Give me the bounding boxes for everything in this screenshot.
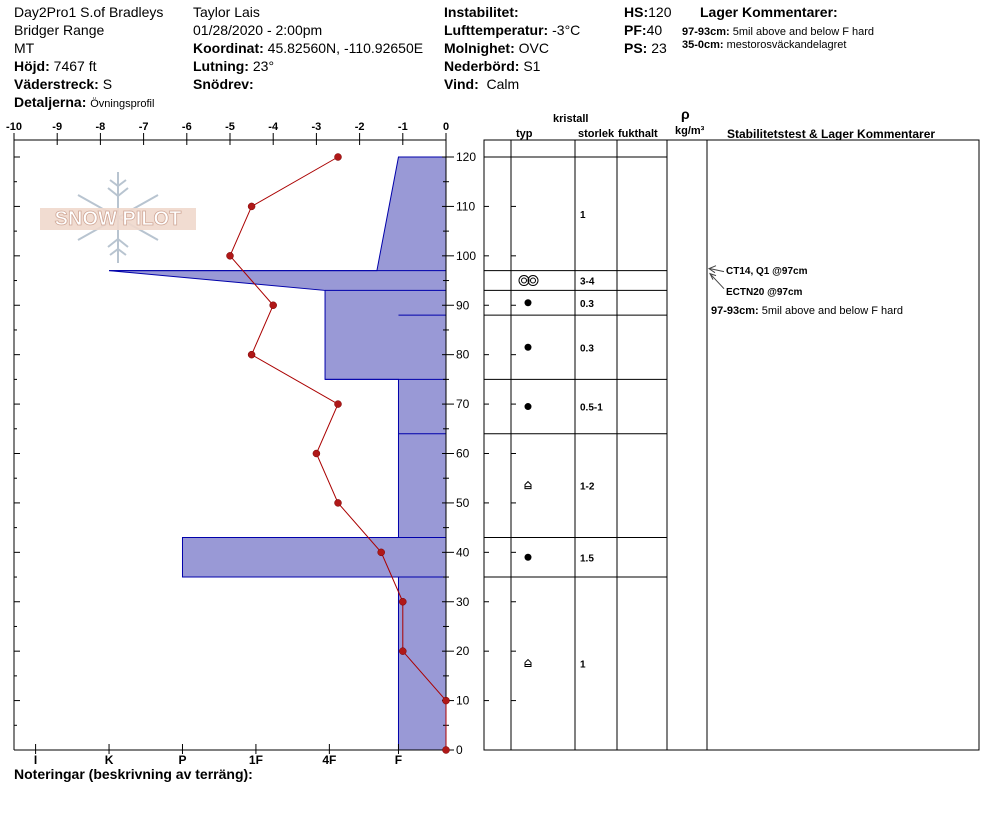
temperature-point: [335, 154, 342, 161]
hardness-tick-label: 4F: [322, 753, 337, 767]
layer-comment-1-range: 97-93cm:: [682, 26, 730, 38]
layer-size-label: 1: [580, 209, 586, 221]
temperature-point: [335, 401, 342, 408]
hardness-tick-label: P: [178, 753, 187, 767]
rounded-icon: [525, 403, 532, 410]
temperature-point: [399, 648, 406, 655]
layer-size-label: 0.5-1: [580, 402, 603, 414]
temperature-point: [270, 302, 277, 309]
ps-value: 23: [651, 40, 667, 56]
rounded-icon: [525, 554, 532, 561]
logo-text: SNOW PILOT: [54, 208, 182, 230]
layer-table: [484, 140, 979, 750]
notes-label: Noteringar (beskrivning av terräng):: [14, 766, 253, 782]
surface-hoar-icon: [522, 278, 527, 283]
layer-comment-2-range: 35-0cm:: [682, 39, 724, 51]
details-label: Detaljerna:: [14, 94, 87, 110]
elevation-label: Höjd:: [14, 58, 50, 74]
header-size: storlek: [578, 128, 615, 140]
aspect-label: Väderstreck:: [14, 76, 99, 92]
temp-tick-label: -5: [225, 121, 235, 133]
details-value: Övningsprofil: [90, 98, 155, 110]
temp-tick-label: -1: [397, 121, 408, 133]
temperature-point: [313, 450, 320, 457]
depth-tick-label: 30: [456, 594, 470, 609]
depth-tick-label: 100: [456, 248, 477, 263]
stability-comment: [711, 303, 903, 319]
depth-tick-label: 0: [456, 743, 463, 757]
aspect-value: S: [102, 76, 113, 92]
temperature-point: [248, 203, 255, 210]
wind-value: Calm: [486, 76, 520, 92]
layer-size-label: 1: [580, 659, 586, 671]
drift-label: Snödrev:: [193, 76, 254, 92]
hs-label: HS:: [624, 4, 649, 20]
header-density-unit: kg/m³: [675, 125, 705, 137]
sky-label: Molnighet:: [444, 40, 515, 56]
depth-tick-label: 10: [456, 693, 470, 708]
temp-tick-label: 0: [442, 121, 450, 133]
depth-tick-label: 70: [456, 397, 470, 412]
table-frame: [484, 140, 979, 750]
depth-hoar-icon: [525, 482, 531, 489]
instability-label: Instabilitet:: [444, 4, 519, 20]
airtemp-value: -3°C: [552, 22, 581, 38]
depth-tick-label: 20: [456, 644, 470, 659]
datetime: 01/28/2020 - 2:00pm: [193, 22, 323, 38]
layer-comment-2-text: mestorosväckandelagret: [726, 39, 847, 51]
layer-comment-1-text: 5mil above and below F hard: [732, 26, 875, 38]
temperature-point: [443, 747, 450, 754]
temp-tick-label: -2: [354, 121, 365, 133]
state-name: MT: [14, 40, 35, 56]
header-crystal: kristall: [553, 113, 589, 125]
depth-hoar-icon: [525, 660, 531, 667]
site-name: Day2Pro1 S.of Bradleys: [14, 4, 164, 20]
depth-tick-label: 40: [456, 545, 470, 560]
header-type: typ: [516, 128, 533, 140]
depth-tick-label: 120: [456, 150, 477, 164]
header-stability: Stabilitetstest & Lager Kommentarer: [727, 127, 936, 141]
layer-size-label: 0.3: [580, 343, 594, 355]
elevation-value: 7467 ft: [53, 58, 97, 74]
depth-tick-label: 110: [456, 199, 476, 214]
hardness-tick-label: 1F: [248, 753, 263, 767]
layer-size-label: 3-4: [580, 276, 595, 288]
depth-tick-label: 50: [456, 495, 470, 510]
wind-label: Vind:: [444, 76, 479, 92]
surface-hoar-icon: [531, 278, 536, 283]
temperature-point: [335, 499, 342, 506]
temp-tick-label: -7: [138, 121, 149, 133]
sky-value: OVC: [518, 40, 549, 56]
hardness-profile: [109, 157, 446, 750]
slope-label: Lutning:: [193, 58, 249, 74]
coord-label: Koordinat:: [193, 40, 264, 56]
precip-label: Nederbörd:: [444, 58, 520, 74]
temp-tick-label: -4: [268, 121, 279, 133]
layer-size-label: 1.5: [580, 553, 594, 565]
stability-test-2: ECTN20 @97cm: [726, 287, 803, 298]
temperature-point: [248, 351, 255, 358]
temp-tick-label: -9: [52, 121, 63, 133]
stability-arrow-2: [710, 274, 724, 289]
ps-label: PS:: [624, 40, 648, 56]
slope-value: 23°: [252, 58, 275, 74]
observer: Taylor Lais: [193, 4, 260, 20]
hardness-tick-label: F: [394, 753, 403, 767]
rounded-icon: [525, 344, 532, 351]
precip-value: S1: [523, 58, 541, 74]
depth-tick-label: 80: [456, 347, 470, 362]
hardness-area: [109, 157, 446, 750]
stability-test-1: CT14, Q1 @97cm: [726, 266, 808, 277]
temperature-point: [227, 252, 234, 259]
rounded-icon: [525, 299, 532, 306]
temperature-point: [443, 697, 450, 704]
stability-comment-range: 97-93cm:: [711, 305, 759, 317]
depth-tick-label: 60: [456, 446, 470, 461]
temp-tick-label: -8: [95, 121, 106, 133]
temp-tick-label: -3: [311, 121, 322, 133]
pf-label: PF:: [624, 22, 647, 38]
hardness-tick-label: K: [104, 753, 114, 767]
temperature-point: [399, 598, 406, 605]
header-moisture: fukthalt: [618, 128, 658, 140]
layer-comments-title: Lager Kommentarer:: [700, 4, 838, 20]
airtemp-label: Lufttemperatur:: [444, 22, 549, 38]
depth-tick-label: 90: [456, 298, 470, 313]
header-density-symbol: ρ: [681, 106, 690, 122]
temp-tick-label: -10: [6, 121, 22, 133]
temp-tick-label: -6: [181, 121, 192, 133]
stability-comment-text: 5mil above and below F hard: [761, 305, 904, 317]
coord-value: 45.82560N, -110.92650E: [267, 40, 424, 56]
layer-size-label: 1-2: [580, 481, 595, 493]
range-name: Bridger Range: [14, 22, 105, 38]
hardness-tick-label: I: [33, 753, 38, 767]
layer-size-label: 0.3: [580, 298, 594, 310]
pf-value: 40: [646, 22, 663, 38]
temperature-point: [378, 549, 385, 556]
hs-value: 120: [648, 4, 672, 20]
